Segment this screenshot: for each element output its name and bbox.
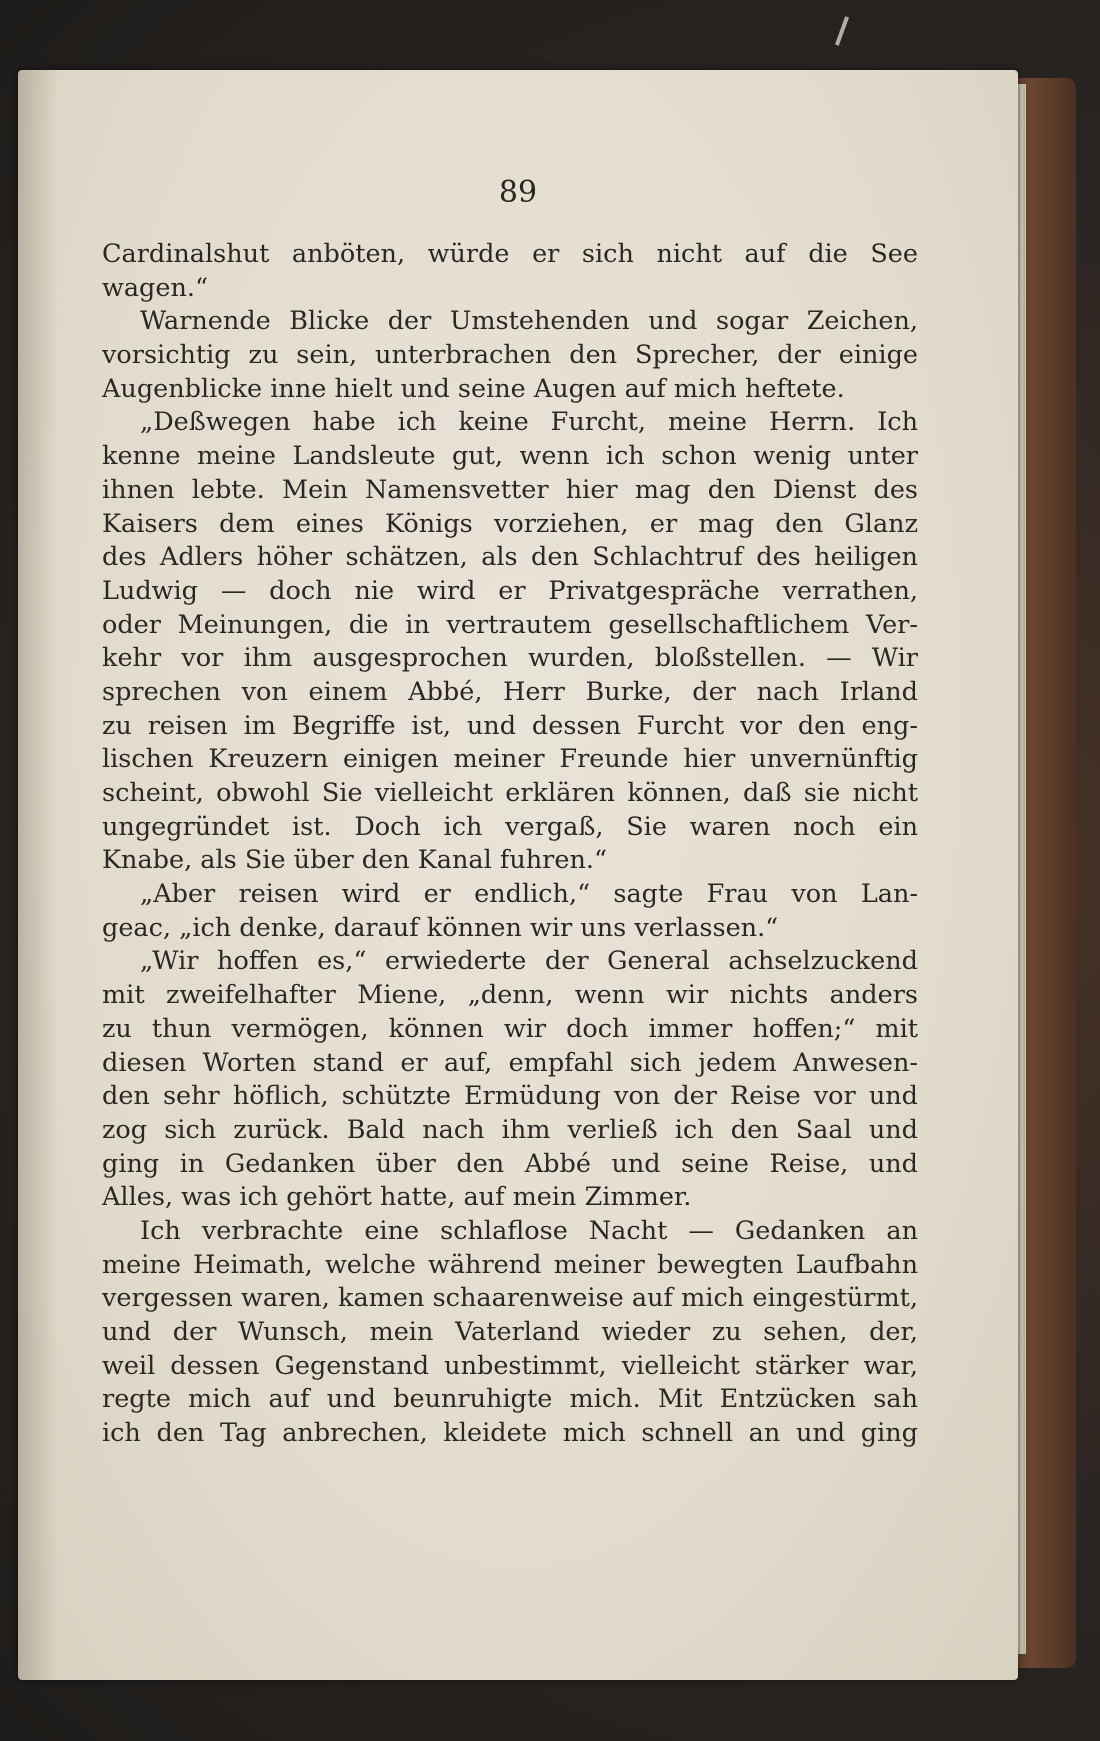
text-line: zu reisen im Begriffe ist, und dessen Furcht vor den eng-	[102, 710, 918, 741]
text-line: ich den Tag anbrechen, kleidete mich schnell an und ging	[102, 1418, 918, 1449]
text-line: mit zweifelhafter Miene, „denn, wenn wir nichts anders	[102, 980, 918, 1011]
text-line: Kaisers dem eines Königs vorziehen, er mag den Glanz	[102, 508, 918, 539]
text-line: zog sich zurück. Bald nach ihm verließ ich den Saal und	[102, 1114, 918, 1145]
text-line: Ludwig — doch nie wird er Privatgespräche verrathen,	[102, 575, 918, 606]
text-line: Augenblicke inne hielt und seine Augen auf mich heftete.	[102, 373, 845, 404]
text-line: Alles, was ich gehört hatte, auf mein Zimmer.	[102, 1182, 692, 1213]
text-line: Ich verbrachte eine schlaflose Nacht — Gedanken an	[140, 1215, 918, 1246]
text-line: „Wir hoffen es,“ erwiederte der General achselzuckend	[140, 946, 918, 977]
text-line: „Aber reisen wird er endlich,“ sagte Frau von Lan-	[140, 879, 918, 910]
body-text	[102, 238, 918, 1451]
text-line: scheint, obwohl Sie vielleicht erklären können, daß sie nicht	[102, 778, 918, 808]
text-line: ging in Gedanken über den Abbé und seine Reise, und	[102, 1148, 918, 1179]
text-line: zu thun vermögen, können wir doch immer hoffen;“ mit	[102, 1013, 918, 1044]
text-line: „Deßwegen habe ich keine Furcht, meine Herrn. Ich	[140, 407, 918, 438]
text-line: vergessen waren, kamen schaarenweise auf mich eingestürmt,	[102, 1283, 918, 1314]
text-line: weil dessen Gegenstand unbestimmt, vielleicht stärker war,	[102, 1350, 918, 1381]
text-line: geac, „ich denke, darauf können wir uns verlassen.“	[102, 912, 779, 943]
text-line: oder Meinungen, die in vertrautem gesellschaftlichem Ver-	[102, 609, 918, 640]
book-page	[18, 70, 1018, 1680]
text-line: ungegründet ist. Doch ich vergaß, Sie waren noch ein	[102, 811, 918, 842]
text-line: den sehr höflich, schützte Ermüdung von der Reise vor und	[102, 1081, 918, 1112]
text-line: lischen Kreuzern einigen meiner Freunde hier unvernünftig	[102, 744, 918, 775]
text-line: des Adlers höher schätzen, als den Schlachtruf des heiligen	[102, 542, 918, 573]
text-line: Cardinalshut anböten, würde er sich nicht auf die See	[102, 239, 918, 269]
text-line: und der Wunsch, mein Vaterland wieder zu sehen, der,	[102, 1317, 918, 1347]
text-line: regte mich auf und beunruhigte mich. Mit Entzücken sah	[102, 1384, 918, 1415]
text-line: kenne meine Landsleute gut, wenn ich schon wenig unter	[102, 441, 918, 472]
text-line: diesen Worten stand er auf, empfahl sich jedem Anwesen-	[102, 1047, 918, 1078]
text-line: Knabe, als Sie über den Kanal fuhren.“	[102, 845, 608, 876]
text-line: meine Heimath, welche während meiner bewegten Laufbahn	[102, 1249, 918, 1280]
text-line: kehr vor ihm ausgesprochen wurden, bloßstellen. — Wir	[102, 643, 918, 674]
text-line: sprechen von einem Abbé, Herr Burke, der nach Irland	[102, 676, 918, 707]
page-number: 89	[498, 175, 538, 210]
text-line: Warnende Blicke der Umstehenden und sogar Zeichen,	[140, 306, 918, 337]
text-line: ihnen lebte. Mein Namensvetter hier mag den Dienst des	[102, 474, 918, 505]
text-line: wagen.“	[102, 272, 209, 303]
text-line: vorsichtig zu sein, unterbrachen den Sprecher, der einige	[102, 340, 918, 371]
